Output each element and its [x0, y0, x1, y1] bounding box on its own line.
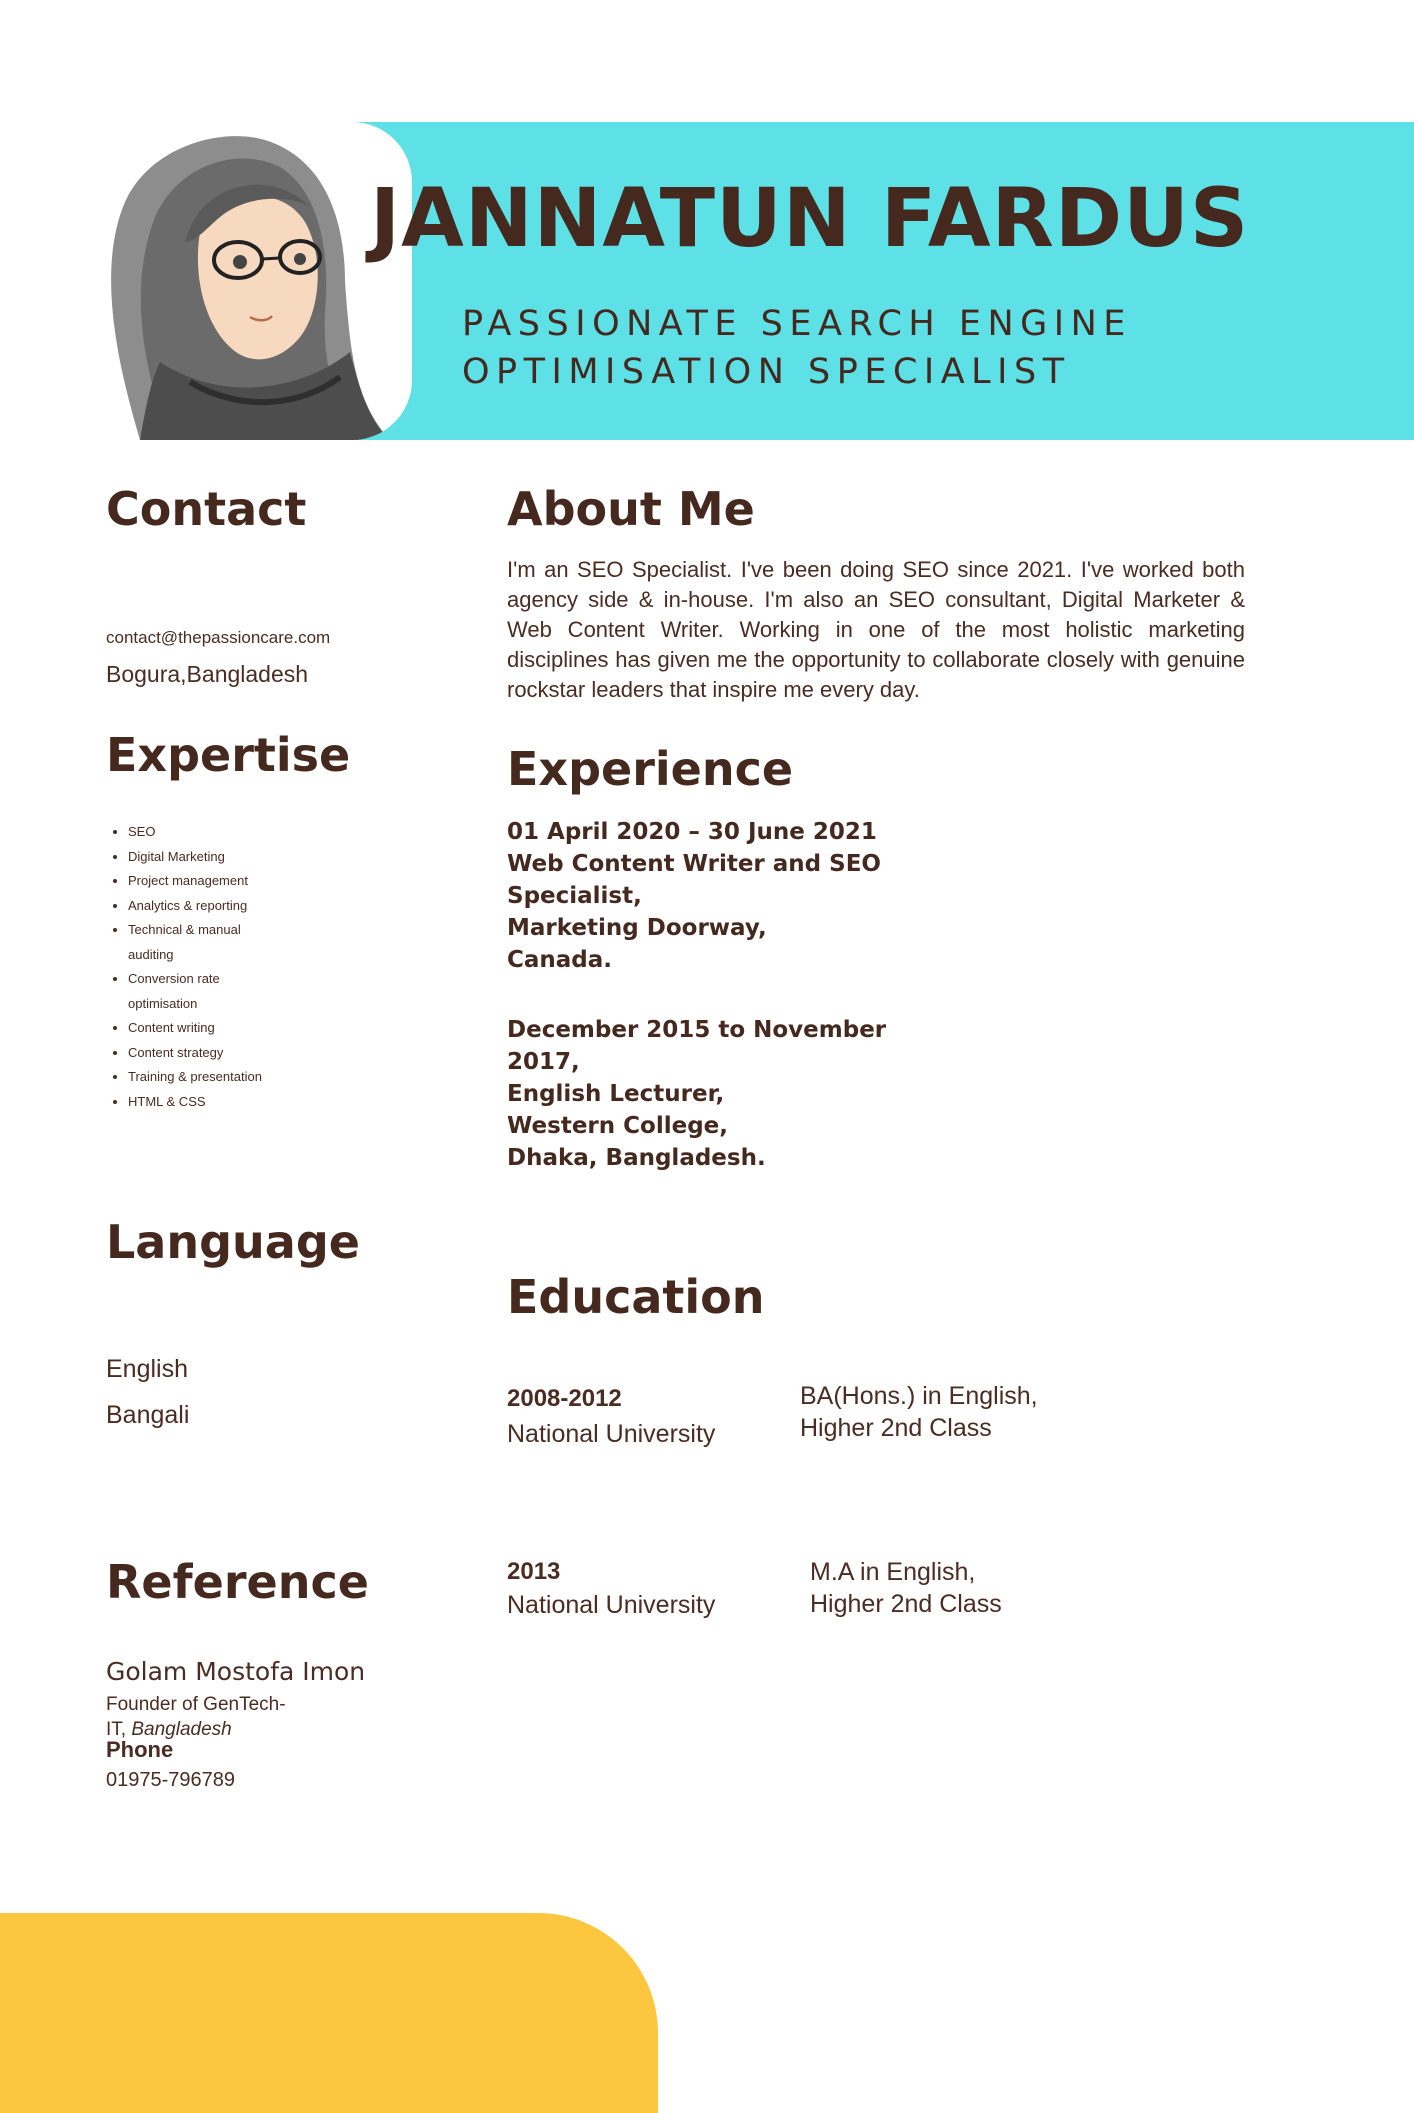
- experience-line: Western College,: [507, 1113, 729, 1139]
- experience-heading: Experience: [507, 742, 794, 796]
- expertise-item: • Analytics & reporting: [128, 894, 288, 919]
- expertise-list: [108, 820, 288, 1114]
- experience-line: English Lecturer,: [507, 1081, 725, 1107]
- expertise-item: • Training & presentation: [128, 1065, 288, 1090]
- phone-label: Phone: [106, 1737, 174, 1762]
- experience-line: Dhaka, Bangladesh.: [507, 1145, 766, 1171]
- expertise-heading: Expertise: [106, 728, 351, 782]
- experience-line: Canada.: [507, 947, 613, 973]
- education-class: Higher 2nd Class: [800, 1414, 992, 1442]
- education-degree: BA(Hons.) in English,: [800, 1382, 1038, 1410]
- footer-accent-shape: [0, 1913, 658, 2113]
- experience-entry-1: [507, 816, 881, 976]
- education-institution: National University: [507, 1420, 716, 1448]
- reference-role-plain: IT,: [106, 1719, 132, 1740]
- experience-line: Marketing Doorway,: [507, 915, 767, 941]
- full-name: JANNATUN FARDUS: [370, 172, 1250, 266]
- contact-location: Bogura,Bangladesh: [106, 661, 309, 687]
- tagline-line2: OPTIMISATION SPECIALIST: [462, 352, 1071, 392]
- language-item: English: [106, 1355, 188, 1383]
- reference-heading: Reference: [106, 1555, 369, 1609]
- expertise-item: • Content writing: [128, 1016, 288, 1041]
- tagline: [462, 300, 1132, 396]
- expertise-item: • Content strategy: [128, 1041, 288, 1066]
- experience-line: 01 April 2020 – 30 June 2021: [507, 819, 877, 845]
- expertise-item: • HTML & CSS: [128, 1090, 288, 1115]
- experience-line: Specialist,: [507, 883, 642, 909]
- expertise-item: • SEO: [128, 820, 288, 845]
- expertise-item: • Conversion rate optimisation: [128, 967, 288, 1016]
- about-heading: About Me: [507, 482, 755, 536]
- experience-entry-2: [507, 1014, 886, 1174]
- experience-line: 2017,: [507, 1049, 580, 1075]
- tagline-line1: PASSIONATE SEARCH ENGINE: [462, 304, 1132, 344]
- reference-role-italic: Bangladesh: [131, 1719, 232, 1740]
- education-years: 2013: [507, 1558, 561, 1585]
- language-heading: Language: [106, 1215, 360, 1269]
- phone-number: 01975-796789: [106, 1769, 236, 1791]
- experience-line: Web Content Writer and SEO: [507, 851, 881, 877]
- education-institution: National University: [507, 1591, 716, 1619]
- reference-role-line1: Founder of GenTech-: [106, 1694, 286, 1715]
- contact-email[interactable]: contact@thepassioncare.com: [106, 628, 331, 647]
- reference-name: Golam Mostofa Imon: [106, 1657, 366, 1686]
- expertise-item: • Digital Marketing: [128, 845, 288, 870]
- expertise-item: • Project management: [128, 869, 288, 894]
- education-class: Higher 2nd Class: [810, 1590, 1002, 1618]
- language-item: Bangali: [106, 1401, 190, 1429]
- about-text: I'm an SEO Specialist. I've been doing SEO since 2021. I've worked both agency side & in-house. I'm also an SEO consultant, Digital Marketer & Web Content Writer. Working in one of the most holistic marketing disciplines has given me the opportunity to collaborate closely with genuine rockstar leaders that inspire me every day.: [507, 557, 1245, 702]
- contact-heading: Contact: [106, 482, 307, 536]
- expertise-item: • Technical & manual auditing: [128, 918, 288, 967]
- experience-line: December 2015 to November: [507, 1017, 887, 1043]
- profile-avatar: [100, 122, 412, 440]
- education-years: 2008-2012: [507, 1385, 622, 1412]
- education-heading: Education: [507, 1270, 765, 1324]
- education-degree: M.A in English,: [810, 1558, 976, 1586]
